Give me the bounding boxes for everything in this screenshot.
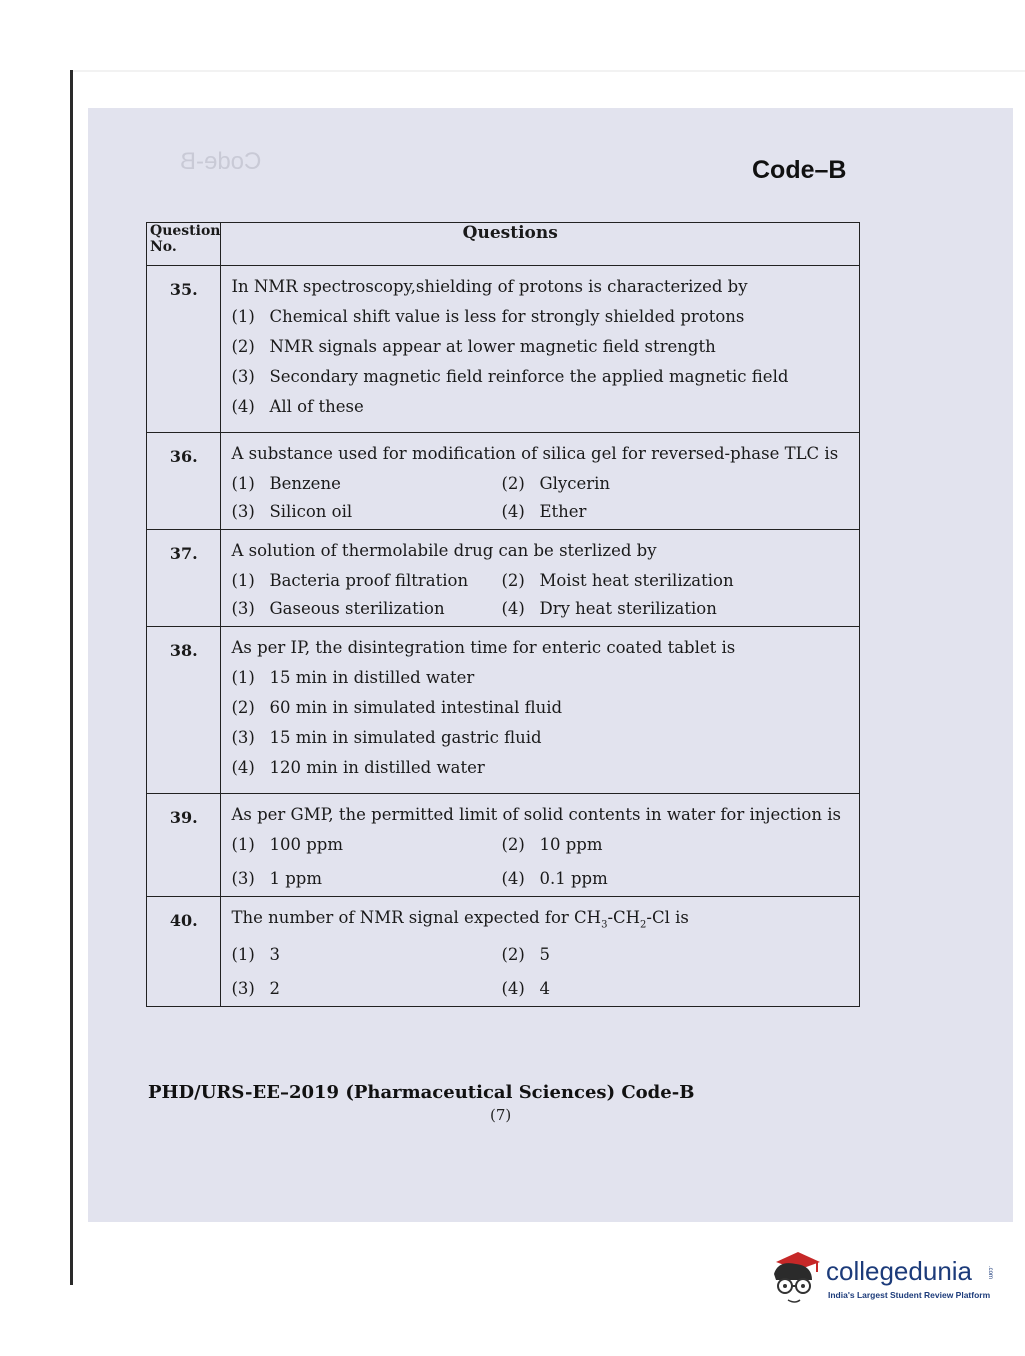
question-stem: As per GMP, the permitted limit of solid contents in water for injection is [231,805,841,824]
option-label: (4) [231,397,255,416]
option-text: Glycerin [539,474,611,493]
option [231,473,501,495]
option-text: 10 ppm [539,835,603,854]
option-text: Secondary magnetic field reinforce the applied magnetic field [269,367,789,386]
mascot-icon [768,1246,824,1316]
page-number: (7) [490,1106,512,1124]
option-text: Silicon oil [269,502,353,521]
logo-tagline: India's Largest Student Review Platform [828,1290,991,1300]
option [231,598,501,620]
option [231,667,851,689]
option [501,473,851,495]
questions-table [146,222,860,1007]
option-text: 4 [539,979,550,999]
question-row [147,897,860,1007]
table-header-row [147,223,860,266]
option [501,834,851,856]
option-label: (3) [231,502,255,521]
code-label: Code–B [752,156,847,184]
option [231,306,851,328]
option-label: (3) [231,599,255,618]
option-text: Moist heat sterilization [539,571,734,590]
option-text: Bacteria proof filtration [269,571,469,590]
option-label: (2) [501,945,525,965]
option-label: (4) [231,758,255,777]
option [231,336,851,358]
option [501,978,851,1000]
option-text: 60 min in simulated intestinal fluid [269,698,563,717]
option [231,570,501,592]
bleed-through-text: Code-B [180,148,262,175]
collegedunia-logo [768,1246,998,1316]
option-text: 15 min in distilled water [269,668,475,687]
option [231,366,851,388]
scan-edge-left [70,70,73,1285]
option [231,944,501,966]
option-label: (4) [501,599,525,618]
logo-suffix: .com [987,1266,993,1280]
question-number: 38. [147,627,221,794]
option [501,501,851,523]
option [231,978,501,1000]
option-label: (2) [231,698,255,717]
option-text: 120 min in distilled water [269,758,485,777]
option-label: (2) [501,474,525,493]
question-number: 37. [147,530,221,627]
option-label: (1) [231,835,255,854]
option-label: (1) [231,668,255,687]
option-text: 15 min in simulated gastric fluid [269,728,542,747]
option-text: 3 [269,945,280,965]
question-stem: The number of NMR signal expected for $CH_3-CH_2-Cl$ is [231,908,689,931]
option-label: (3) [231,728,255,747]
option-text: 1 ppm [269,869,322,888]
option-label: (3) [231,979,255,999]
question-row [147,530,860,627]
option [231,868,501,890]
option [231,727,851,749]
option [501,598,851,620]
column-header-question-no: Question No. [147,223,221,266]
question-number: 40. [147,897,221,1007]
option-text: Gaseous sterilization [269,599,445,618]
option-text: Chemical shift value is less for strongly shielded protons [269,307,745,326]
exam-footer: PHD/URS-EE–2019 (Pharmaceutical Sciences) Code-B [148,1082,695,1103]
question-stem: As per IP, the disintegration time for enteric coated tablet is [231,638,736,657]
option-label: (2) [501,835,525,854]
option-label: (4) [501,979,525,999]
option-label: (1) [231,945,255,965]
option [231,834,501,856]
question-number: 35. [147,266,221,433]
question-number: 39. [147,794,221,897]
option [231,501,501,523]
option-text: Ether [539,502,587,521]
option-label: (3) [231,367,255,386]
option-label: (2) [501,571,525,590]
option-label: (1) [231,571,255,590]
option-label: (3) [231,869,255,888]
option-label: (1) [231,307,255,326]
option [501,570,851,592]
scan-edge-top [70,70,1025,72]
option-label: (1) [231,474,255,493]
option-text: Dry heat sterilization [539,599,717,618]
option-label: (2) [231,337,255,356]
option-text: NMR signals appear at lower magnetic field strength [269,337,716,356]
option-text: 0.1 ppm [539,869,608,888]
column-header-questions: Questions [221,223,860,266]
question-row [147,266,860,433]
option-text: 2 [269,979,280,999]
option-label: (4) [501,869,525,888]
question-row [147,627,860,794]
question-stem: In NMR spectroscopy,shielding of protons is characterized by [231,277,748,296]
logo-wordmark: collegedunia [826,1256,973,1286]
option-text: 100 ppm [269,835,343,854]
option-text: 5 [539,945,550,965]
question-row [147,433,860,530]
question-number: 36. [147,433,221,530]
option-text: All of these [269,397,364,416]
question-row [147,794,860,897]
question-stem: A substance used for modification of silica gel for reversed-phase TLC is [231,444,839,463]
question-stem: A solution of thermolabile drug can be sterlized by [231,541,657,560]
option [231,757,851,779]
option [501,868,851,890]
option-label: (4) [501,502,525,521]
option-text: Benzene [269,474,341,493]
option [501,944,851,966]
option [231,697,851,719]
option [231,396,851,418]
